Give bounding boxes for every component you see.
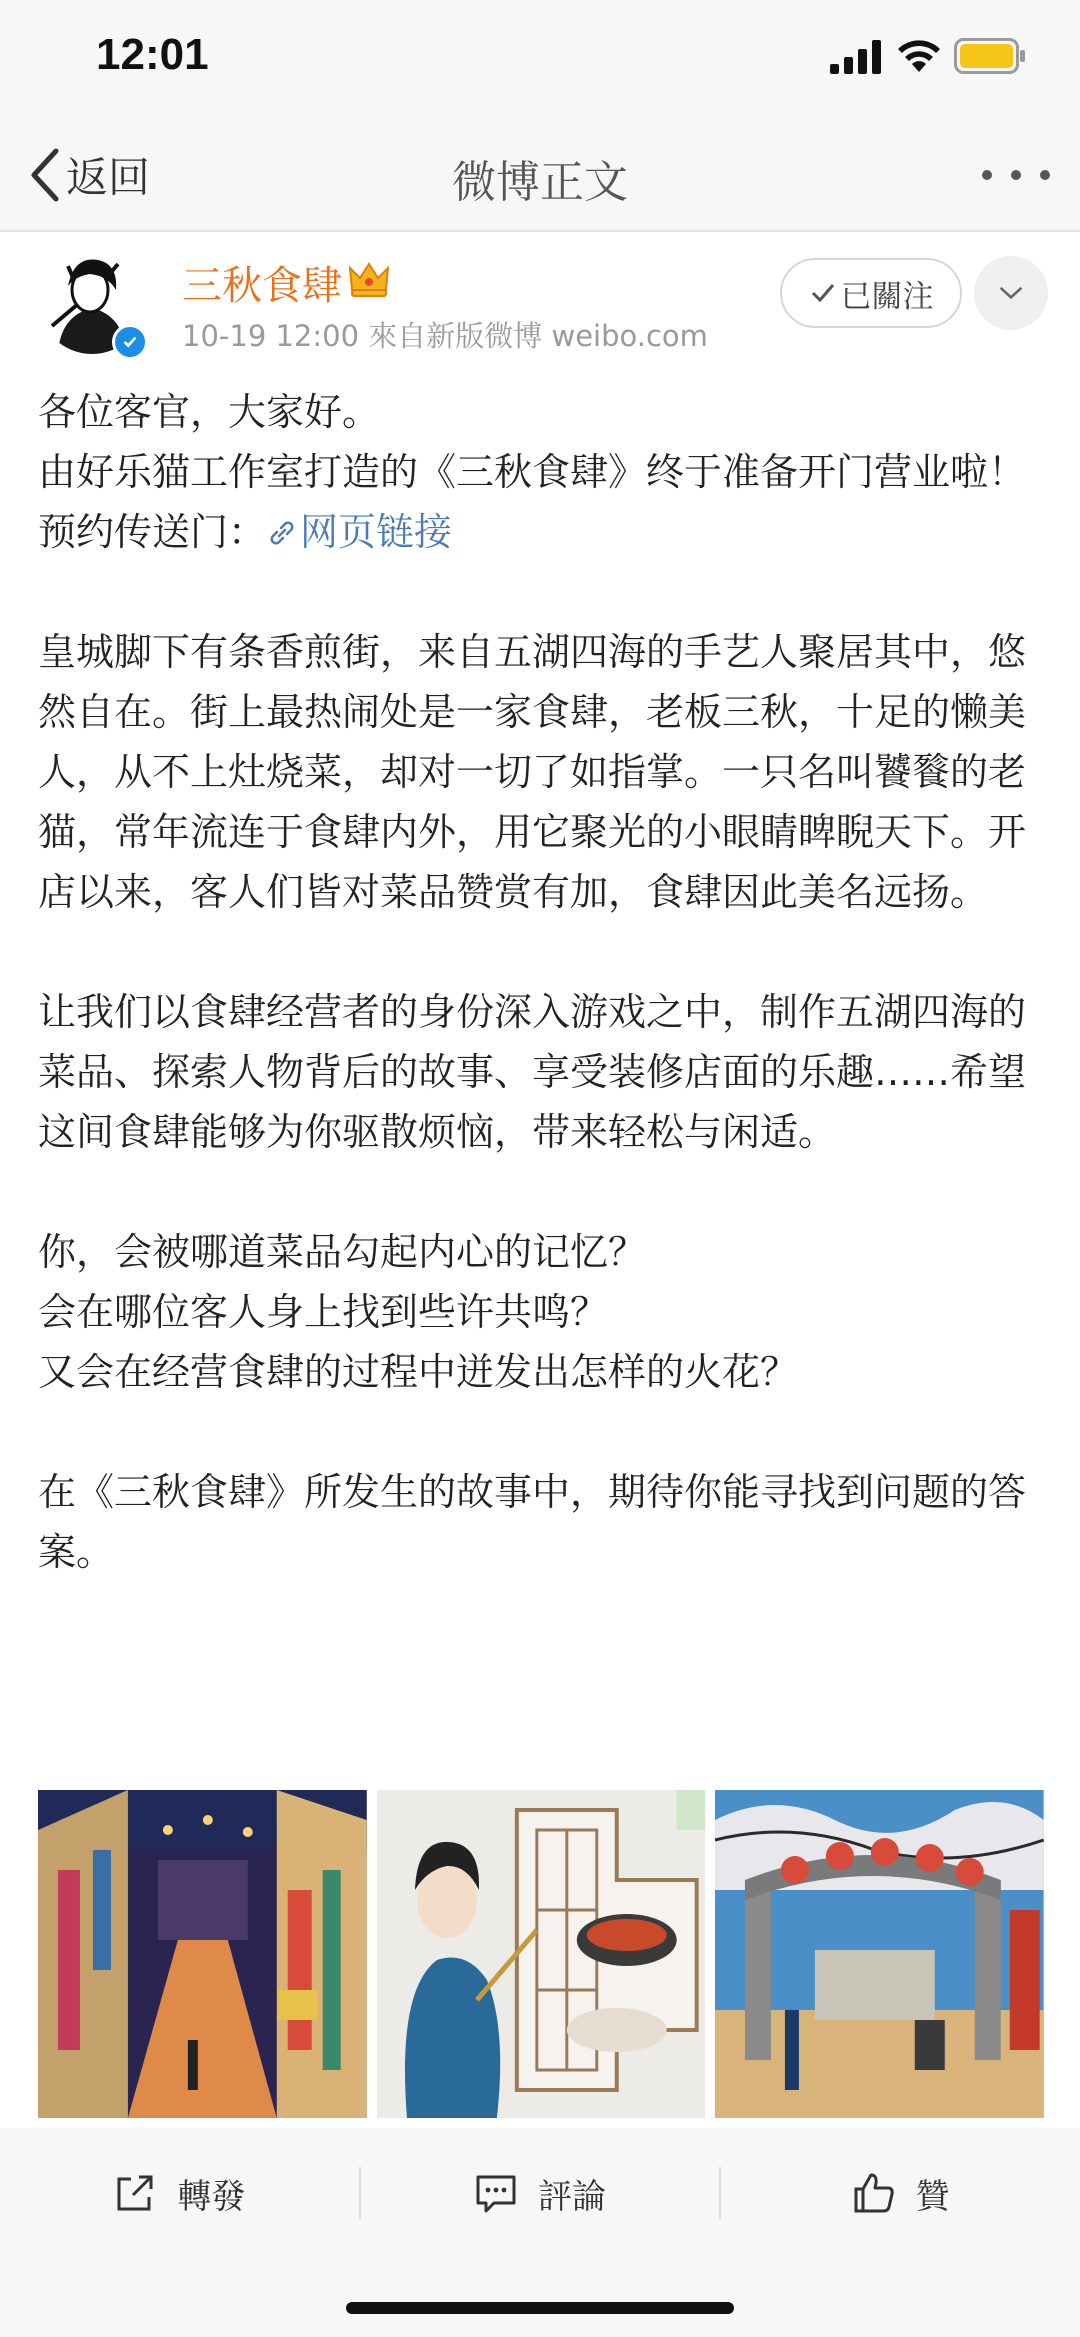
comment-label: 評論	[538, 2176, 606, 2217]
post-paragraph: 又会在经营食肆的过程中迸发出怎样的火花？	[38, 1350, 799, 1394]
post-image-street[interactable]	[38, 1790, 367, 2118]
dropdown-button[interactable]	[974, 256, 1048, 330]
share-icon	[113, 2171, 157, 2215]
repost-label: 轉發	[177, 2176, 246, 2217]
comment-icon	[474, 2171, 518, 2215]
post-paragraph: 各位客官，大家好。	[38, 390, 381, 434]
verified-badge	[112, 324, 148, 360]
status-time: 12:01	[96, 30, 209, 79]
post-paragraph: 让我们以食肆经营者的身份深入游戏之中，制作五湖四海的菜品、探索人物背后的故事、享受装修店面的乐趣……希望这间食肆能够为你驱散烦恼，带来轻松与闲适。	[38, 990, 1027, 1154]
check-icon	[809, 279, 837, 307]
wifi-icon	[896, 38, 942, 74]
check-icon	[121, 333, 139, 351]
bottom-safe-area	[0, 2258, 1080, 2337]
battery-icon	[954, 38, 1026, 74]
dot-icon	[982, 170, 992, 180]
nav-bar	[0, 120, 1080, 232]
like-label: 贊	[915, 2176, 950, 2217]
image-grid	[38, 1790, 1044, 2118]
more-options-button[interactable]	[982, 150, 1050, 200]
follow-button[interactable]	[780, 258, 962, 328]
post-image-woman[interactable]	[377, 1790, 706, 2118]
chevron-down-icon	[998, 285, 1024, 301]
post-header	[0, 232, 1080, 372]
post-image-gate[interactable]	[715, 1790, 1044, 2118]
link-icon	[266, 517, 298, 549]
follow-label: 已關注	[840, 278, 934, 315]
author-name[interactable]: 三秋食肆	[182, 263, 342, 309]
repost-button[interactable]	[0, 2128, 359, 2258]
post-paragraph: 在《三秋食肆》所发生的故事中，期待你能寻找到问题的答案。	[38, 1470, 1027, 1574]
signal-icon	[830, 40, 884, 74]
dot-icon	[1011, 170, 1021, 180]
post-paragraph: 会在哪位客人身上找到些许共鸣？	[38, 1290, 609, 1334]
post-paragraph: 由好乐猫工作室打造的《三秋食肆》终于准备开门营业啦！	[38, 450, 1027, 494]
home-indicator[interactable]	[346, 2302, 734, 2314]
dot-icon	[1040, 170, 1050, 180]
thumbs-up-icon	[852, 2171, 896, 2215]
chevron-left-icon	[28, 147, 62, 203]
reserve-line	[38, 502, 1048, 562]
action-toolbar	[0, 2128, 1080, 2258]
page-title: 微博正文	[452, 157, 628, 208]
web-link[interactable]	[266, 510, 452, 554]
post-body	[38, 382, 1048, 1582]
web-link-label: 网页链接	[300, 510, 453, 554]
back-button[interactable]	[28, 142, 150, 208]
comment-button[interactable]	[361, 2128, 720, 2258]
reserve-prefix: 预约传送门：	[38, 510, 267, 554]
crown-icon	[348, 260, 390, 298]
back-label: 返回	[66, 153, 151, 202]
post-meta: 10-19 12:00 來自新版微博 weibo.com	[182, 319, 708, 353]
status-bar	[0, 0, 1080, 120]
like-button[interactable]	[721, 2128, 1080, 2258]
post-paragraph: 皇城脚下有条香煎街，来自五湖四海的手艺人聚居其中，悠然自在。街上最热闹处是一家食肆，老板三秋，十足的懒美人，从不上灶烧菜，却对一切了如指掌。一只名叫饕餮的老猫，常年流连于食肆内外，用它聚光的小眼睛睥睨天下。开店以来，客人们皆对菜品赞赏有加，食肆因此美名远扬。	[38, 630, 1027, 914]
post-paragraph: 你，会被哪道菜品勾起内心的记忆？	[38, 1230, 647, 1274]
